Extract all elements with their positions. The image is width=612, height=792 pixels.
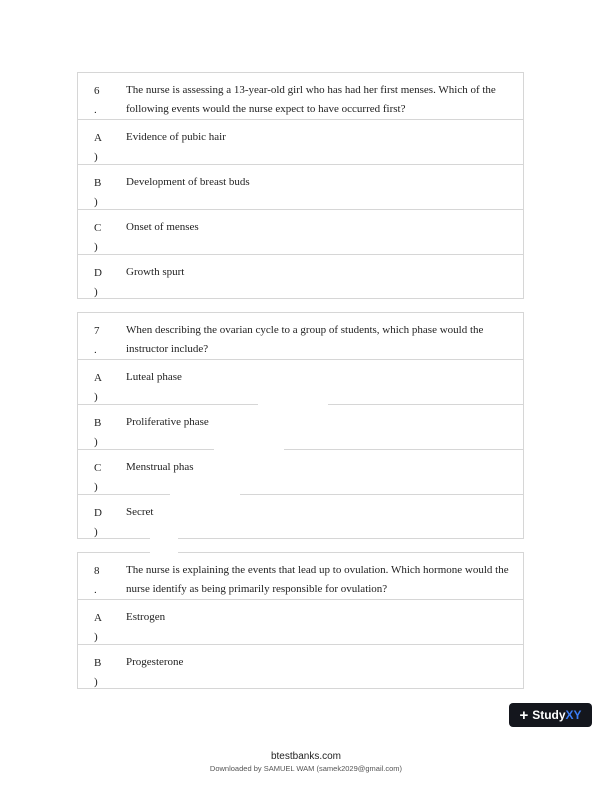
question-7-table	[77, 312, 524, 539]
option-6b[interactable]	[78, 164, 523, 209]
redaction-patch	[258, 396, 328, 410]
option-6c[interactable]	[78, 209, 523, 254]
question-number: 6 .	[94, 85, 100, 116]
question-number: 8 .	[94, 565, 100, 596]
option-6d[interactable]	[78, 254, 523, 298]
question-7-row	[78, 313, 523, 359]
option-text: Onset of menses	[126, 221, 199, 233]
plus-icon: +	[519, 706, 529, 724]
option-text: Secret	[126, 506, 154, 518]
brand-xy: XY	[565, 708, 582, 722]
redaction-patch	[150, 534, 178, 556]
option-letter: A )	[94, 612, 102, 643]
option-6a[interactable]	[78, 119, 523, 164]
option-text: Progesterone	[126, 656, 184, 668]
option-text: Growth spurt	[126, 266, 185, 278]
question-8-text: The nurse is explaining the events that lead up to ovulation. Which hormone would the nurse identify as being primarily responsible for ovulation?	[126, 564, 509, 595]
question-7-text: When describing the ovarian cycle to a group of students, which phase would the instructor include?	[126, 324, 484, 355]
question-number: 7 .	[94, 325, 100, 356]
option-text: Luteal phase	[126, 371, 182, 383]
option-text: Menstrual phas	[126, 461, 194, 473]
studyxy-badge[interactable]	[509, 703, 592, 727]
brand-study: Study	[532, 708, 566, 722]
option-letter: B )	[94, 657, 102, 688]
option-text: Development of breast buds	[126, 176, 250, 188]
redaction-patch	[198, 452, 240, 492]
question-6-text: The nurse is assessing a 13-year-old girl who has had her first menses. Which of the following events would the nurse expect to have occurred first?	[126, 84, 496, 115]
option-letter: D )	[94, 507, 102, 538]
option-text: Evidence of pubic hair	[126, 131, 226, 143]
question-6-row	[78, 73, 523, 119]
option-7b[interactable]	[78, 404, 523, 449]
option-letter: B )	[94, 177, 102, 208]
footer-downloaded-by: Downloaded by SAMUEL WAM (samek2029@gmail.com)	[209, 764, 403, 773]
option-letter: C )	[94, 222, 102, 253]
question-8-row	[78, 553, 523, 599]
option-7d[interactable]	[78, 494, 523, 538]
option-7c[interactable]	[78, 449, 523, 494]
option-letter: D )	[94, 267, 102, 298]
footer-site: btestbanks.com	[270, 751, 342, 762]
option-8a[interactable]	[78, 599, 523, 644]
question-8-table	[77, 552, 524, 689]
option-letter: A )	[94, 132, 102, 163]
option-8b[interactable]	[78, 644, 523, 688]
option-letter: B )	[94, 417, 102, 448]
option-letter: A )	[94, 372, 102, 403]
option-text: Proliferative phase	[126, 416, 209, 428]
studyxy-wordmark	[532, 708, 581, 722]
redaction-patch	[170, 490, 240, 536]
option-letter: C )	[94, 462, 102, 493]
option-text: Estrogen	[126, 611, 166, 623]
question-6-table	[77, 72, 524, 299]
